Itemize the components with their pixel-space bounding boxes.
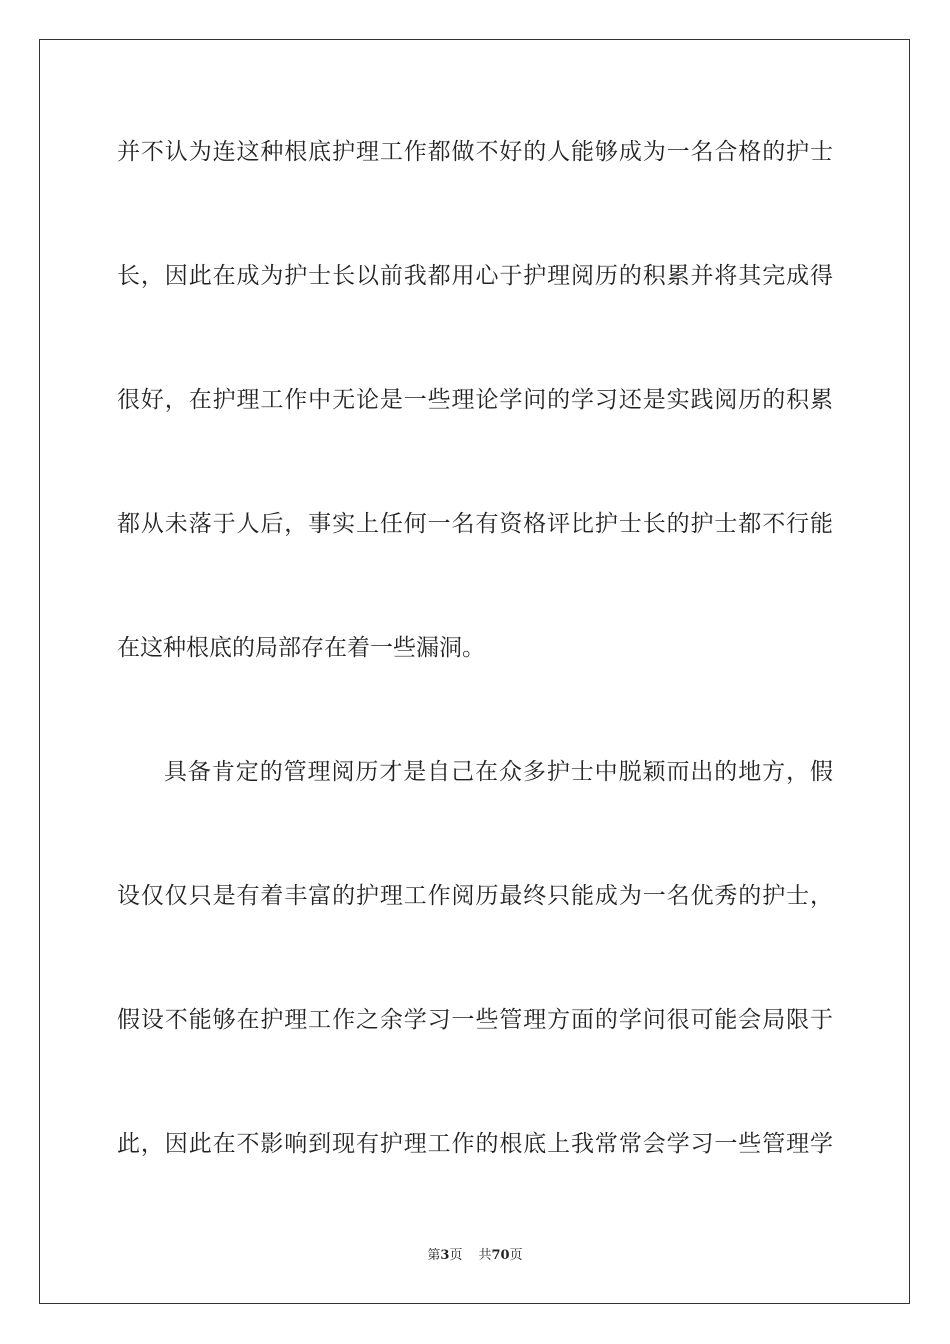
body-text-line-2: 长，因此在成为护士长以前我都用心于护理阅历的积累并将其完成得 (117, 263, 833, 289)
page-footer (0, 1247, 950, 1265)
body-text-line-8: 假设不能够在护理工作之余学习一些管理方面的学问很可能会局限于 (117, 1007, 833, 1033)
body-text-line-5: 在这种根底的局部存在着一些漏洞。 (117, 635, 485, 661)
body-text-line-3: 很好，在护理工作中无论是一些理论学问的学习还是实践阅历的积累 (117, 387, 833, 413)
page-number: 3 (440, 1248, 450, 1263)
body-text-line-7: 设仅仅只是有着丰富的护理工作阅历最终只能成为一名优秀的护士， (117, 883, 833, 909)
total-pages: 70 (491, 1248, 510, 1263)
body-text-line-4: 都从未落于人后，事实上任何一名有资格评比护士长的护士都不行能 (117, 511, 833, 537)
page-suffix: 页 (449, 1248, 463, 1263)
body-text-line-9: 此，因此在不影响到现有护理工作的根底上我常常会学习一些管理学 (117, 1131, 833, 1157)
total-suffix: 页 (509, 1248, 523, 1263)
page-border (39, 39, 910, 1304)
page-prefix: 第 (427, 1248, 441, 1263)
body-text-line-1: 并不认为连这种根底护理工作都做不好的人能够成为一名合格的护士 (117, 139, 833, 165)
total-prefix: 共 (478, 1248, 492, 1263)
body-text-line-6: 具备肯定的管理阅历才是自己在众多护士中脱颖而出的地方，假 (164, 759, 833, 785)
